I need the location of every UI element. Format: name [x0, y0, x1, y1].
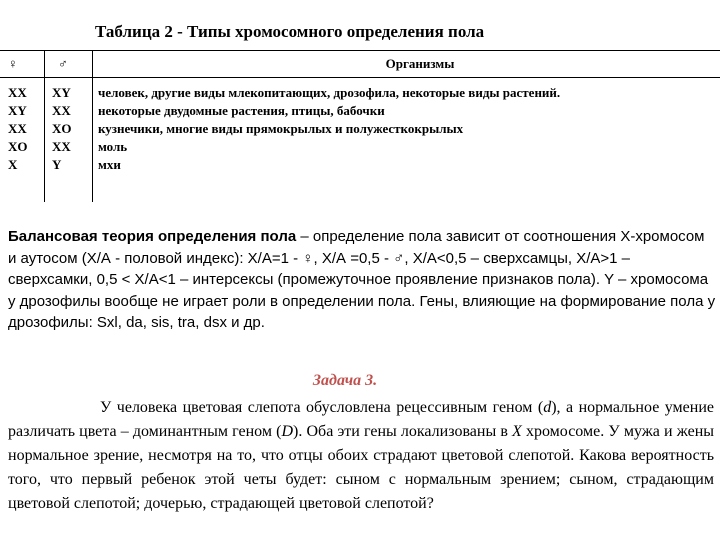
table-row: [0, 138, 720, 156]
x-chromosome-symbol: X: [512, 423, 522, 440]
female-cell: XX: [8, 121, 27, 136]
task-text-part-4: хромосоме. У мужа и жены нормальное зрение, несмотря на то, что отцы обоих страдают цветовой слепотой. Какова вероятность того, что первый ребенок этой четы будет: сыном с нормальным зрением; сыном, страдающим цветовой слепотой; дочерью, страдающей цветовой слепотой?: [8, 423, 715, 512]
task-text-part-2: ), а нормальное умение различать цвета – доминантным геном (: [8, 399, 714, 440]
female-cell: X: [8, 157, 18, 172]
task-text-part-3: ). Оба эти гены локализованы в: [293, 423, 513, 440]
table-row: [0, 102, 720, 120]
male-cell: XY: [52, 85, 71, 100]
male-cell: XX: [52, 139, 71, 154]
female-cell: XO: [8, 139, 28, 154]
male-column-header: ♂: [58, 56, 68, 71]
task-heading: Задача 3.: [312, 372, 378, 389]
organisms-column-header: Организмы: [385, 56, 455, 71]
organisms-cell: человек, другие виды млекопитающих, дрозофила, некоторые виды растений.: [98, 85, 561, 100]
organisms-cell: некоторые двудомные растения, птицы, бабочки: [98, 103, 385, 118]
recessive-gene-symbol: d: [543, 399, 552, 416]
balance-theory-term: Балансовая теория определения пола: [8, 228, 297, 245]
table-row: [0, 84, 720, 102]
table-title: Таблица 2 - Типы хромосомного определения пола: [95, 22, 485, 41]
organisms-cell: мхи: [98, 157, 121, 172]
balance-theory-paragraph: [8, 226, 716, 334]
table-body: [0, 78, 720, 174]
male-cell: Y: [52, 157, 62, 172]
task-paragraph: [8, 396, 714, 516]
dominant-gene-symbol: D: [281, 423, 294, 440]
female-cell: XY: [8, 103, 27, 118]
male-cell: XX: [52, 103, 71, 118]
table-header-row: [0, 50, 720, 78]
task-text-part-1: У человека цветовая слепота обусловлена рецессивным геном (: [100, 399, 544, 416]
organisms-cell: кузнечики, многие виды прямокрылых и полужесткокрылых: [98, 121, 464, 136]
female-cell: XX: [8, 85, 27, 100]
balance-theory-definition: – определение пола зависит от соотношения Х-хромосом и аутосом (Х/А - половой индекс): Х/А=1 - ♀, Х/А =0,5 - ♂, Х/А<0,5 – сверхсамцы, Х/А>1 – сверхсамки, 0,5 < Х/А<1 – интерсексы (промежуточное проявление признаков пола). Y – хромосома у дрозофилы вообще не играет роли в определении пола. Гены, влияющие на формирование пола у дрозофилы: Sxl, da, sis, tra, dsx и др.: [8, 228, 716, 331]
male-cell: XO: [52, 121, 72, 136]
organisms-cell: моль: [98, 139, 128, 154]
table-row: [0, 120, 720, 138]
female-column-header: ♀: [8, 56, 18, 71]
table-row: [0, 156, 720, 174]
chromosome-sex-table: [0, 50, 720, 174]
